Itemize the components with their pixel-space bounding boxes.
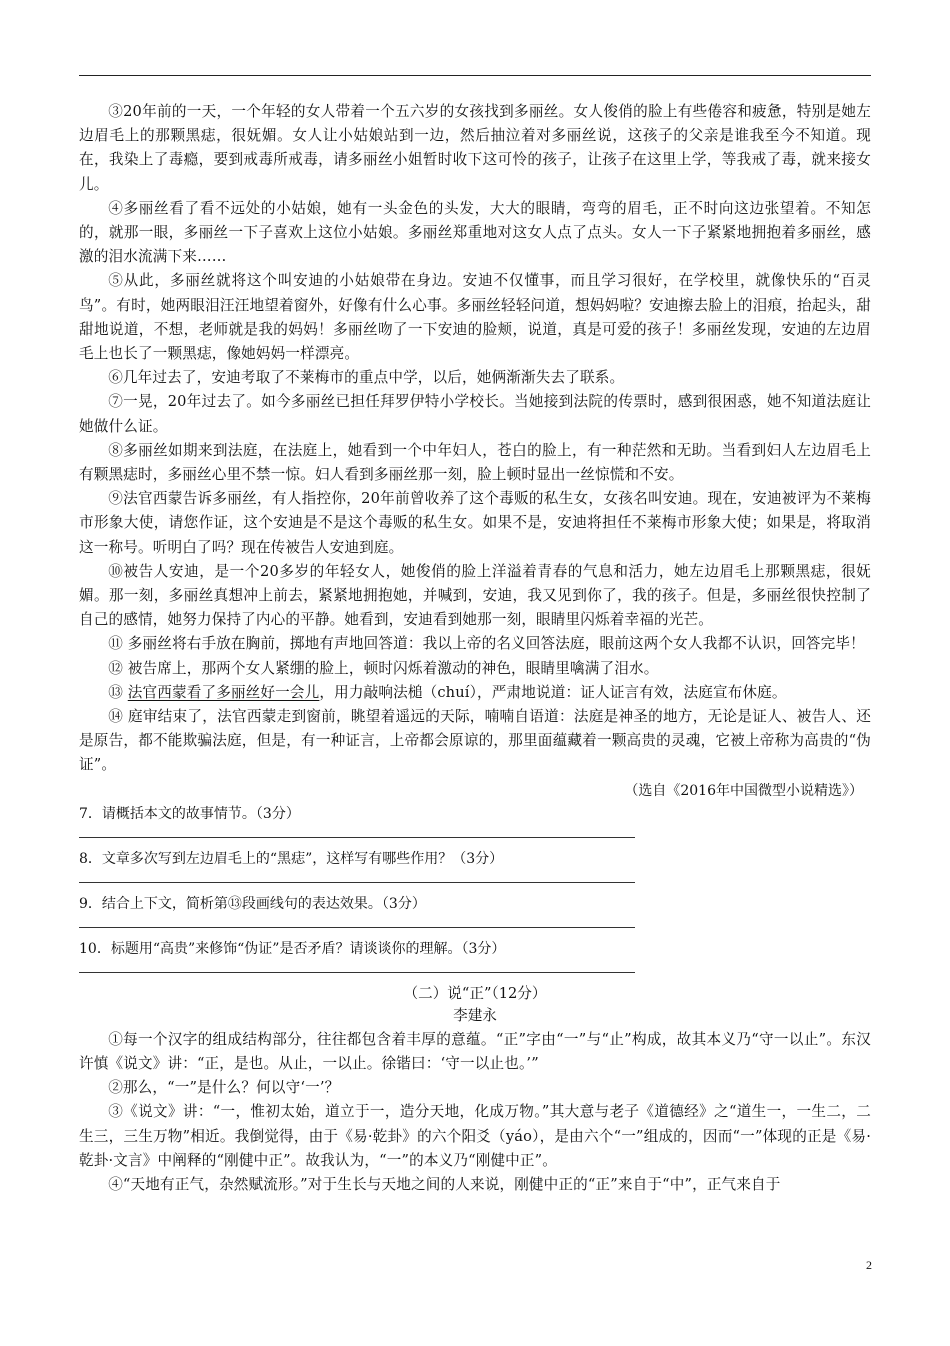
- essay-paragraph-3: ③《说文》讲：“一，惟初太始，道立于一，造分天地，化成万物。”其大意与老子《道德经》之“道生一，一生二，二生三，三生万物”相近。我倒觉得，由于《易·乾卦》的六个阳爻（yáo），是由六个“一”组成的，因而“一”体现的正是《易·乾卦·文言》中阐释的“刚健中正”。故我认为，“一”的本义乃“刚健中正”。: [79, 1103, 871, 1169]
- story-paragraph-14: ⑭ 庭审结束了，法官西蒙走到窗前，眺望着遥远的天际，喃喃自语道：法庭是神圣的地方，无论是证人、被告人、还是原告，都不能欺骗法庭，但是，有一种证言，上帝都会原谅的，那里面蕴藏着一颗高贵的灵魂，它被上帝称为高贵的“伪证”。: [79, 708, 871, 774]
- question-9: 9．结合上下文，简析第⑬段画线句的表达效果。（3分）: [79, 895, 426, 912]
- story-paragraph-11: ⑪ 多丽丝将右手放在胸前，掷地有声地回答道：我以上帝的名义回答法庭，眼前这两个女人我都不认识，回答完毕！: [108, 635, 865, 653]
- header-rule: [79, 75, 871, 76]
- source-citation: （选自《2016年中国微型小说精选》）: [624, 782, 863, 799]
- underlined-sentence: 法官西蒙看了多丽丝好一会儿: [127, 683, 320, 701]
- page-content: [79, 100, 871, 1197]
- answer-line-9[interactable]: [79, 927, 635, 928]
- answer-line-8[interactable]: [79, 882, 635, 883]
- page-number: 2: [866, 1258, 872, 1272]
- story-paragraph-10: ⑩被告人安迪，是一个20多岁的年轻女人，她俊俏的脸上洋溢着青春的气息和活力，她左边眉毛上那颗黑痣，很妩媚。那一刻，多丽丝真想冲上前去，紧紧地拥抱她，并喊到，安迪，我又见到你了，我的孩子。但是，多丽丝很快控制了自己的感情，她努力保持了内心的平静。她看到，安迪看到她那一刻，眼睛里闪烁着幸福的光芒。: [79, 562, 871, 629]
- essay-title: （二）说“正”（12分）: [403, 984, 547, 1002]
- question-7: 7．请概括本文的故事情节。（3分）: [79, 805, 300, 822]
- essay-paragraph-1: ①每一个汉字的组成结构部分，往往都包含着丰厚的意蕴。“正”字由“一”与“止”构成，故其本义乃“守一以止”。东汉许慎《说文》讲：“正，是也。从止，一以止。徐锴曰：‘守一以止也。’”: [79, 1030, 871, 1072]
- story-paragraph-3: ③20年前的一天，一个年轻的女人带着一个五六岁的女孩找到多丽丝。女人俊俏的脸上有些倦容和疲惫，特别是她左边眉毛上的那颗黑痣，很妩媚。女人让小姑娘站到一边，然后抽泣着对多丽丝说，这孩子的父亲是谁我至今不知道。现在，我染上了毒瘾，要到戒毒所戒毒，请多丽丝小姐暂时收下这可怜的孩子，让孩子在这里上学，等我戒了毒，就来接女儿。: [79, 103, 871, 193]
- story-paragraph-8: ⑧多丽丝如期来到法庭，在法庭上，她看到一个中年妇人，苍白的脸上，有一种茫然和无助。当看到妇人左边眉毛上有颗黑痣时，多丽丝心里不禁一惊。妇人看到多丽丝那一刻，脸上顿时显出一丝惊慌和不安。: [79, 441, 871, 484]
- story-paragraph-7: ⑦一晃，20年过去了。如今多丽丝已担任拜罗伊特小学校长。当她接到法院的传票时，感到很困惑，她不知道法庭让她做什么证。: [79, 393, 871, 435]
- paragraph-number: ⑬: [108, 683, 128, 701]
- essay-paragraph-2: ②那么，“一”是什么？何以守‘一’？: [108, 1079, 340, 1097]
- story-paragraph-9: ⑨法官西蒙告诉多丽丝，有人指控你，20年前曾收养了这个毒贩的私生女，女孩名叫安迪。现在，安迪被评为不莱梅市形象大使，请您作证，这个安迪是不是这个毒贩的私生女。如果不是，安迪将担任不莱梅市形象大使；如果是，将取消这一称号。听明白了吗？现在传被告人安迪到庭。: [79, 490, 871, 556]
- paragraph-rest: ，用力敲响法槌（chuí），严肃地说道：证人证言有效，法庭宣布休庭。: [319, 683, 787, 701]
- story-paragraph-12: ⑫ 被告席上，那两个女人紧绷的脸上，顿时闪烁着激动的神色，眼睛里噙满了泪水。: [108, 659, 659, 677]
- essay-author: 李建永: [453, 1006, 497, 1024]
- question-10: 10．标题用“高贵”来修饰“伪证”是否矛盾？请谈谈你的理解。（3分）: [79, 940, 506, 957]
- answer-line-7[interactable]: [79, 837, 635, 838]
- story-paragraph-13: [79, 681, 871, 705]
- essay-paragraph-4: ④“天地有正气，杂然赋流形。”对于生长与天地之间的人来说，刚健中正的“正”来自于“中”，正气来自于: [108, 1175, 781, 1193]
- story-paragraph-5: ⑤从此，多丽丝就将这个叫安迪的小姑娘带在身边。安迪不仅懂事，而且学习很好，在学校里，就像快乐的“百灵鸟”。有时，她两眼泪汪汪地望着窗外，好像有什么心事。多丽丝轻轻问道，想妈妈啦？安迪擦去脸上的泪痕，抬起头，甜甜地说道，不想，老师就是我的妈妈！多丽丝吻了一下安迪的脸颊，说道，真是可爱的孩子！多丽丝发现，安迪的左边眉毛上也长了一颗黑痣，像她妈妈一样漂亮。: [79, 272, 871, 363]
- story-paragraph-6: ⑥几年过去了，安迪考取了不莱梅市的重点中学，以后，她俩渐渐失去了联系。: [108, 369, 625, 387]
- answer-line-10[interactable]: [79, 972, 635, 973]
- story-paragraph-4: ④多丽丝看了看不远处的小姑娘，她有一头金色的头发，大大的眼睛，弯弯的眉毛，正不时向这边张望着。不知怎的，就那一眼，多丽丝一下子喜欢上这位小姑娘。多丽丝郑重地对这女人点了点头。女人一下子紧紧地拥抱着多丽丝，感激的泪水流满下来……: [79, 199, 871, 266]
- question-8: 8．文章多次写到左边眉毛上的“黑痣”，这样写有哪些作用？（3分）: [79, 850, 504, 867]
